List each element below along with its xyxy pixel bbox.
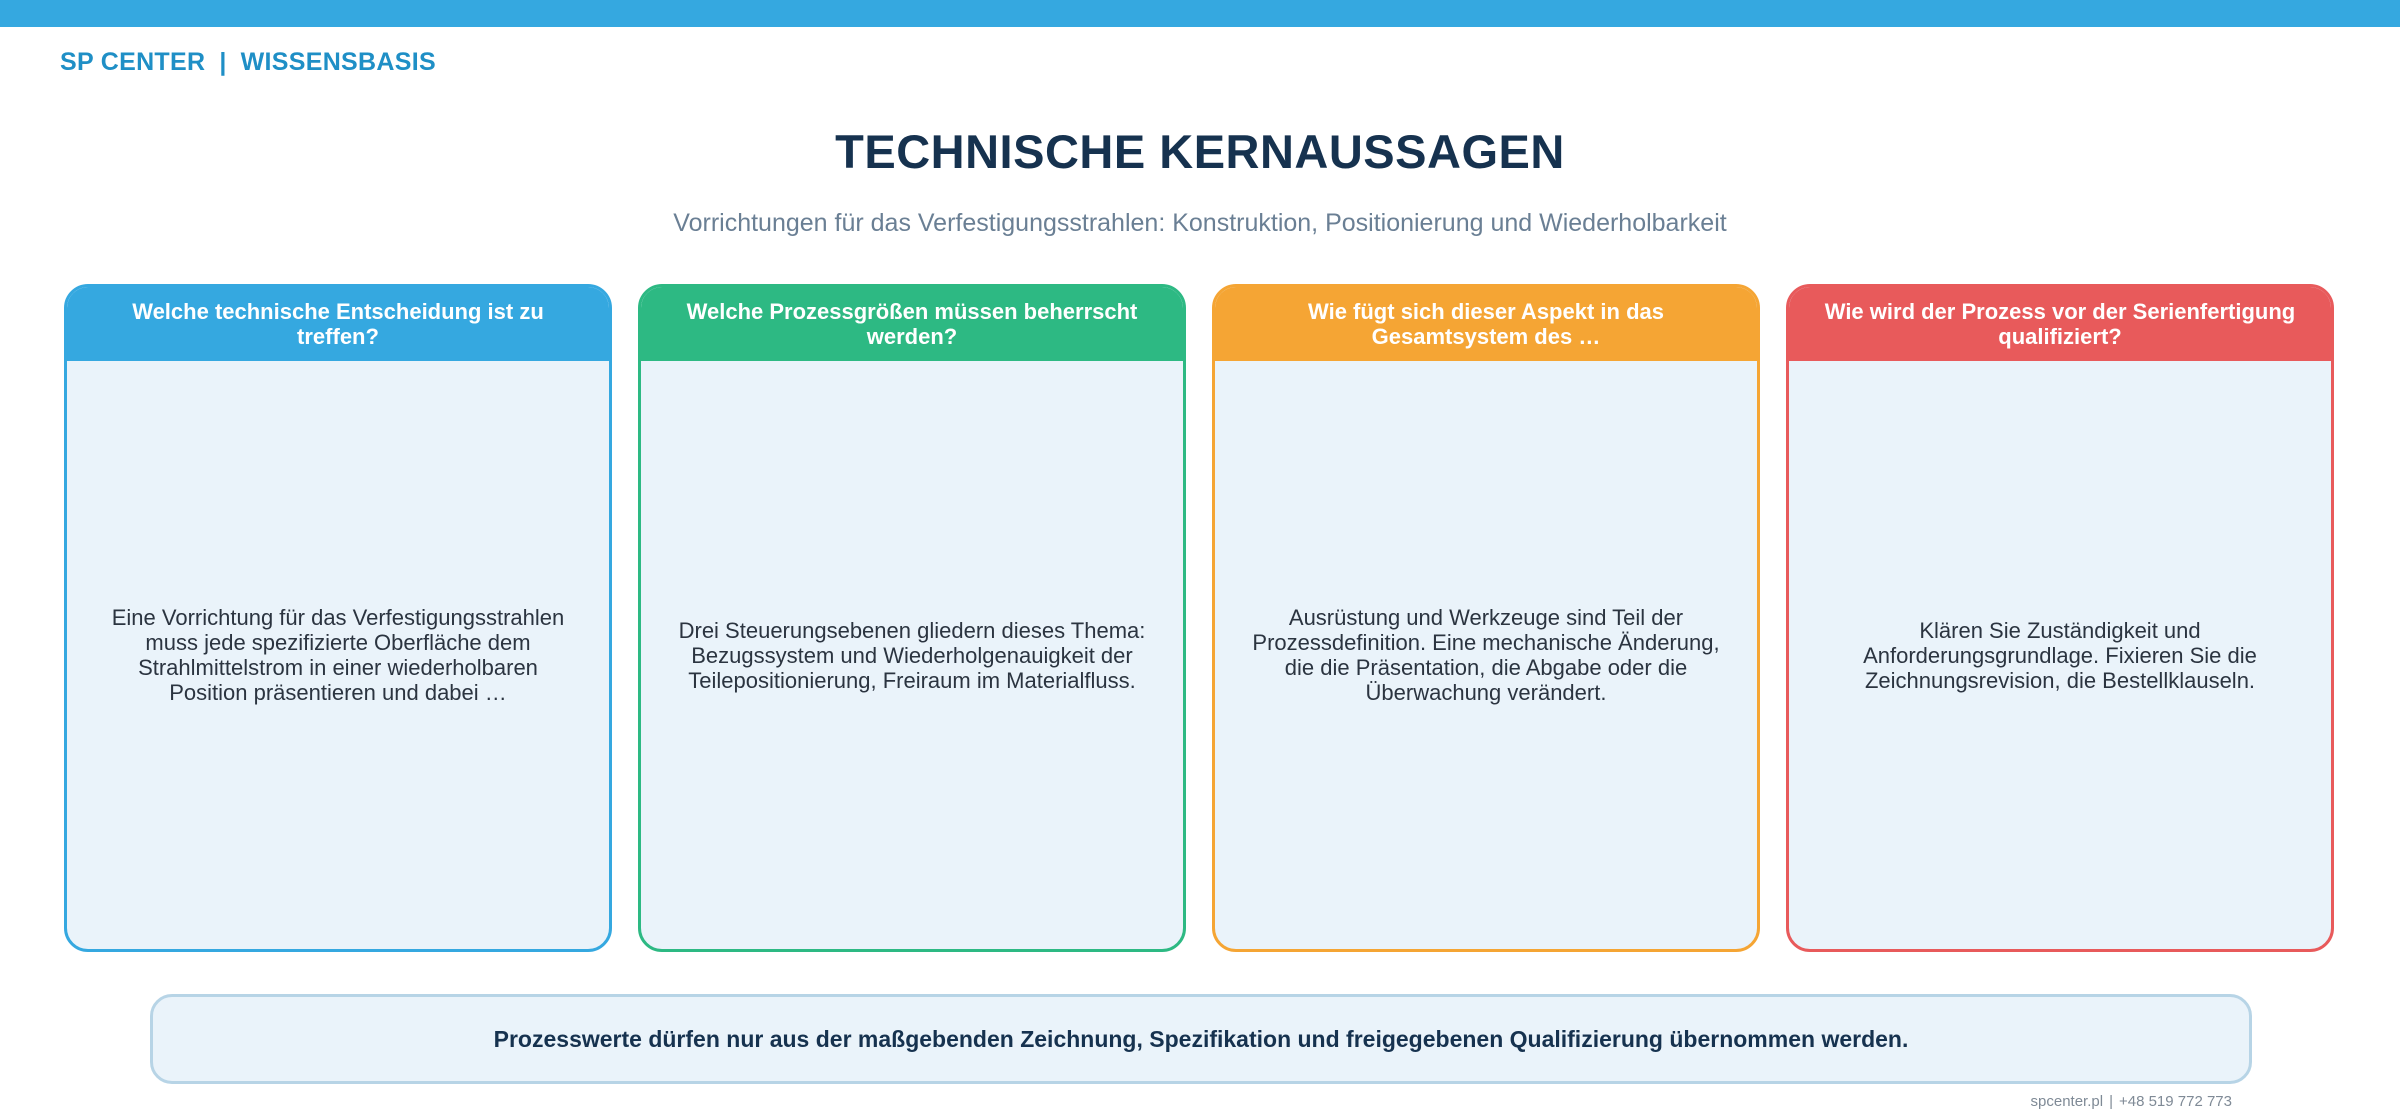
card-heading: Welche Prozessgrößen müssen beherrscht werden?	[641, 287, 1183, 361]
footer-contact	[2031, 1093, 2232, 1110]
brand-header	[60, 48, 436, 77]
card-heading: Wie wird der Prozess vor der Serienfertigung qualifiziert?	[1789, 287, 2331, 361]
card-body: Klären Sie Zuständigkeit und Anforderungsgrundlage. Fixieren Sie die Zeichnungsrevision, die Bestellklauseln.	[1863, 617, 2257, 693]
page-subtitle: Vorrichtungen für das Verfestigungsstrahlen: Konstruktion, Positionierung und Wiederholbarkeit	[673, 209, 1727, 237]
card-grid	[64, 284, 2336, 952]
key-note-banner: Prozesswerte dürfen nur aus der maßgebenden Zeichnung, Spezifikation und freigegebenen Qualifizierung übernommen werden.	[150, 994, 2252, 1084]
card-body: Eine Vorrichtung für das Verfestigungsstrahlen muss jede spezifizierte Oberfläche dem Strahlmittelstrom in einer wiederholbaren Position präsentieren und dabei …	[111, 605, 565, 705]
card-process-variables	[638, 284, 1186, 952]
card-process-qualification	[1786, 284, 2334, 952]
brand-separator: |	[219, 48, 227, 76]
card-body: Ausrüstung und Werkzeuge sind Teil der Prozessdefinition. Eine mechanische Änderung, die die Präsentation, die Abgabe oder die Überwachung verändert.	[1252, 605, 1720, 705]
footer-phone: +48 519 772 773	[2118, 1093, 2232, 1110]
card-technical-decision	[64, 284, 612, 952]
page-title: TECHNISCHE KERNAUSSAGEN	[835, 125, 1565, 178]
brand-section: WISSENSBASIS	[240, 48, 436, 76]
card-heading: Welche technische Entscheidung ist zu treffen?	[67, 287, 609, 361]
card-overall-system	[1212, 284, 1760, 952]
brand-name: SP CENTER	[60, 48, 206, 76]
card-heading: Wie fügt sich dieser Aspekt in das Gesamtsystem des …	[1215, 287, 1757, 361]
footer-website: spcenter.pl	[2030, 1093, 2104, 1110]
card-body: Drei Steuerungsebenen gliedern dieses Thema: Bezugssystem und Wiederholgenauigkeit der Teilepositionierung, Freiraum im Materialfluss.	[678, 617, 1146, 693]
footer-separator: |	[2109, 1093, 2113, 1110]
top-accent-bar	[0, 0, 2400, 27]
